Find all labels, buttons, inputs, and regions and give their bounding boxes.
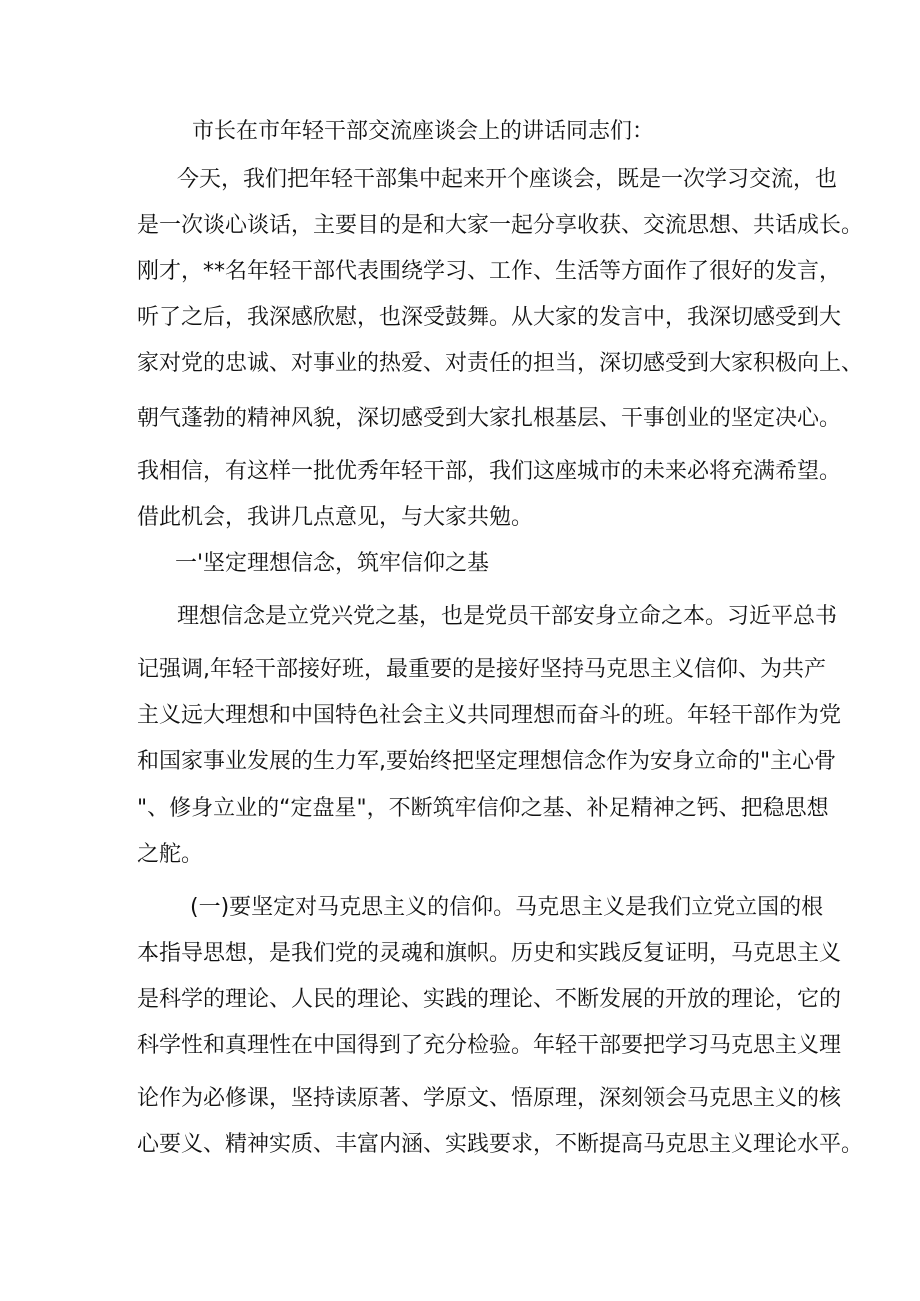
paragraph-line: "、修身立业的“定盘星"，不断筑牢信仰之基、补足精神之钙、把稳思想 [137, 796, 829, 821]
paragraph-line: 记强调,年轻干部接好班，最重要的是接好坚持马克思主义信仰、为共产 [137, 657, 826, 682]
document-title: 市长在市年轻干部交流座谈会上的讲话同志们： [192, 119, 655, 144]
paragraph-line: 刚才，**名年轻干部代表围绕学习、工作、生活等方面作了很好的发言， [137, 259, 842, 284]
paragraph-line: 和国家事业发展的生力军,要始终把坚定理想信念作为安身立命的"主心骨 [137, 749, 837, 774]
paragraph-line: 是一次谈心谈话，主要目的是和大家一起分享收获、交流思想、共话成长。 [137, 213, 864, 238]
paragraph-line: 听了之后，我深感欣慰，也深受鼓舞。从大家的发言中，我深切感受到大 [137, 305, 842, 330]
paragraph-line: 本指导思想，是我们党的灵魂和旗帜。历史和实践反复证明，马克思主义 [137, 941, 842, 966]
paragraph-line: 科学性和真理性在中国得到了充分检验。年轻干部要把学习马克思主义理 [137, 1033, 842, 1058]
paragraph-line: 家对党的忠诚、对事业的热爱、对责任的担当，深切感受到大家积极向上、 [137, 351, 864, 376]
paragraph-line: 之舵。 [137, 842, 204, 867]
paragraph-line: 是科学的理论、人民的理论、实践的理论、不断发展的开放的理论，它的 [137, 987, 842, 1012]
paragraph-line: 心要义、精神实质、丰富内涵、实践要求，不断提高马克思主义理论水平。 [137, 1132, 864, 1157]
paragraph-line: 我相信，有这样一批优秀年轻干部，我们这座城市的未来必将充满希望。 [137, 459, 842, 484]
section-heading: 一'坚定理想信念，筑牢信仰之基 [175, 551, 490, 576]
paragraph-line: 理想信念是立党兴党之基，也是党员干部安身立命之本。习近平总书 [177, 604, 838, 629]
paragraph-line: 借此机会，我讲几点意见，与大家共勉。 [137, 505, 534, 530]
paragraph-line: 论作为必修课，坚持读原著、学原文、悟原理，深刻领会马克思主义的核 [137, 1086, 842, 1111]
paragraph-line: 主义远大理想和中国特色社会主义共同理想而奋斗的班。年轻干部作为党 [137, 703, 842, 728]
paragraph-line: (一)要坚定对马克思主义的信仰。马克思主义是我们立党立国的根 [190, 895, 824, 920]
paragraph-line: 朝气蓬勃的精神风貌，深切感受到大家扎根基层、干事创业的坚定决心。 [137, 406, 842, 431]
paragraph-line: 今天，我们把年轻干部集中起来开个座谈会，既是一次学习交流，也 [177, 167, 838, 192]
